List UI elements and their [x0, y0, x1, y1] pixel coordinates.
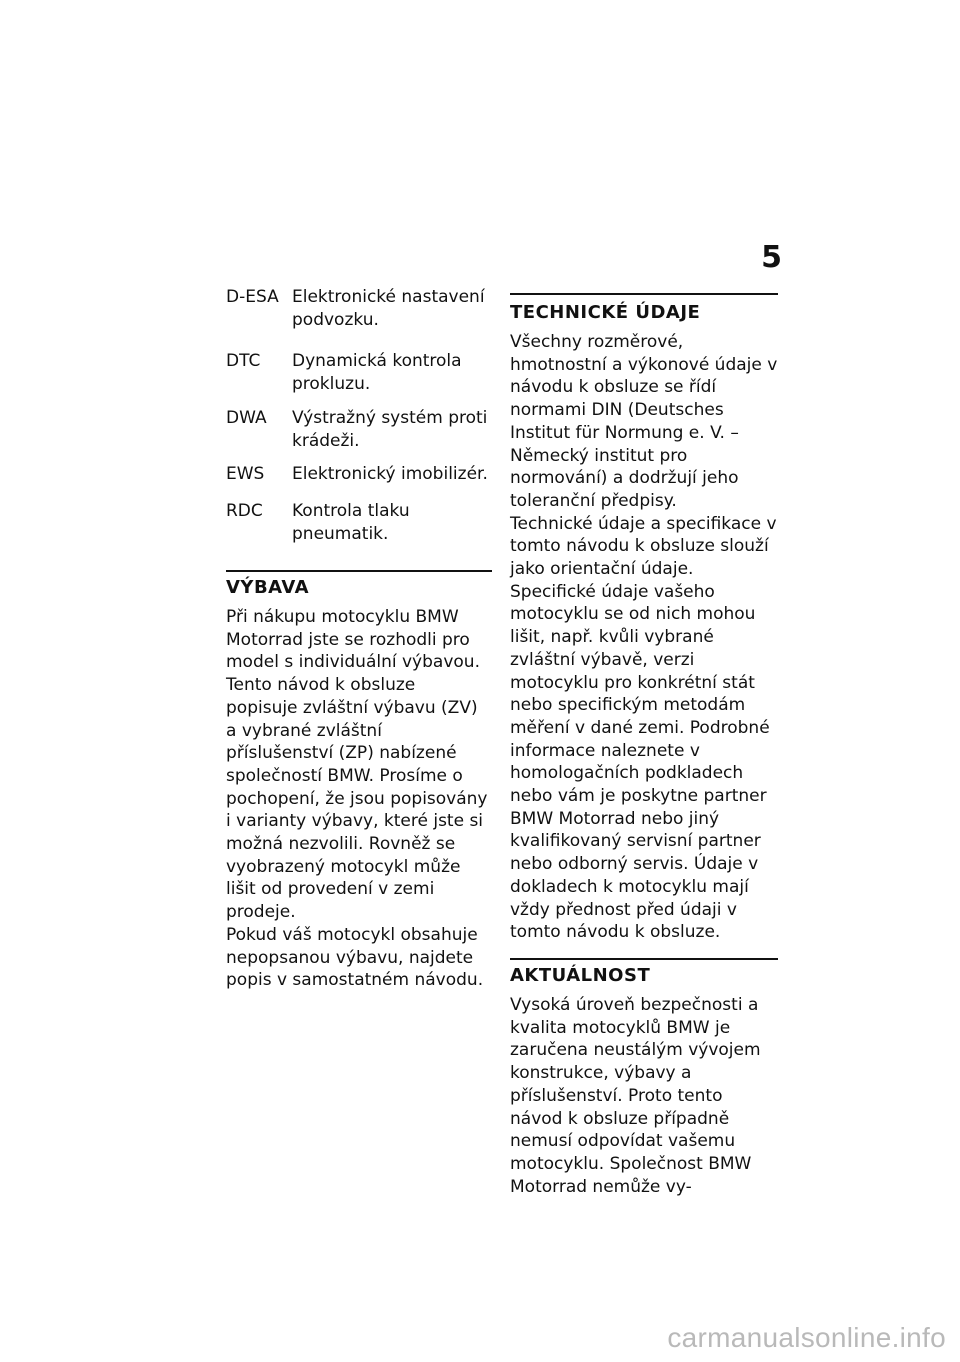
- abbreviation-definition: Elektronické nastavení podvozku.: [292, 287, 485, 330]
- abbreviation-row: [226, 407, 492, 463]
- abbreviation-definition: Elektronický imobilizér.: [292, 464, 488, 484]
- section-heading-vybava: VÝBAVA: [226, 577, 310, 598]
- page-number: 5: [761, 240, 782, 275]
- technicke-udaje-paragraph: Technické údaje a specifikace v tomto návodu k obsluze slouží jako orientační údaje. Specifické údaje vašeho motocyklu se od nich mohou lišit, např. kvůli vybrané zvláštní výbavě, verzi motocyklu pro konkrétní stát nebo specifickým metodám měření v dané zemi. Podrobné informace naleznete v homologačních podkladech nebo vám je poskytne partner BMW Motorrad nebo jiný kvalifikovaný servisní partner nebo odborný servis. Údaje v dokladech k motocyklu mají vždy přednost před údaji v tomto návodu k obsluze.: [510, 513, 777, 943]
- abbreviation-row: [226, 500, 492, 556]
- abbreviation-definition: Dynamická kontrola prokluzu.: [292, 351, 462, 394]
- abbreviation-row: [226, 286, 492, 350]
- abbreviation-row: [226, 463, 492, 500]
- vybava-paragraph: Pokud váš motocykl obsahuje nepopsanou výbavu, najdete popis v samostatném návodu.: [226, 924, 484, 991]
- right-column: [510, 293, 778, 1198]
- section-heading-aktualnost: AKTUÁLNOST: [510, 964, 651, 986]
- watermark-link[interactable]: carmanualsonline.info: [667, 1322, 946, 1353]
- abbreviation-term: DWA: [226, 408, 267, 428]
- abbreviation-term: EWS: [226, 464, 265, 484]
- abbreviation-term: D-ESA: [226, 287, 279, 307]
- abbreviation-definition: Kontrola tlaku pneumatik.: [292, 501, 410, 544]
- left-column: [226, 286, 492, 992]
- technicke-udaje-paragraph: Všechny rozměrové, hmotnostní a výkonové údaje v návodu k obsluze se řídí normami DIN (Deutsches Institut für Normung e. V. – Německý institut pro normování) a dodržují jeho toleranční předpisy.: [510, 332, 778, 511]
- section-heading-technicke-udaje: TECHNICKÉ ÚDAJE: [510, 302, 701, 323]
- abbreviation-row: [226, 350, 492, 407]
- abbreviation-definition: Výstražný systém proti krádeži.: [292, 408, 488, 451]
- abbreviation-term: DTC: [226, 351, 261, 371]
- abbreviation-term: RDC: [226, 501, 263, 521]
- vybava-paragraph: Při nákupu motocyklu BMW Motorrad jste se rozhodli pro model s individuální výbavou. Tento návod k obsluze popisuje zvláštní výbavu (ZV) a vybrané zvláštní příslušenství (ZP) nabízené společností BMW. Prosíme o pochopení, že jsou popisovány i varianty výbavy, které jste si možná nezvolili. Rovněž se vyobrazený motocykl může lišit od provedení v zemi prodeje.: [226, 607, 488, 923]
- aktualnost-paragraph: Vysoká úroveň bezpečnosti a kvalita motocyklů BMW je zaručena neustálým vývojem konstrukce, výbavy a příslušenství. Proto tento návod k obsluze případně nemusí odpovídat vašemu motocyklu. Společnost BMW Motorrad nemůže vy-: [510, 994, 761, 1197]
- section-divider: [510, 958, 778, 960]
- section-divider: [510, 293, 778, 295]
- section-divider: [226, 570, 492, 572]
